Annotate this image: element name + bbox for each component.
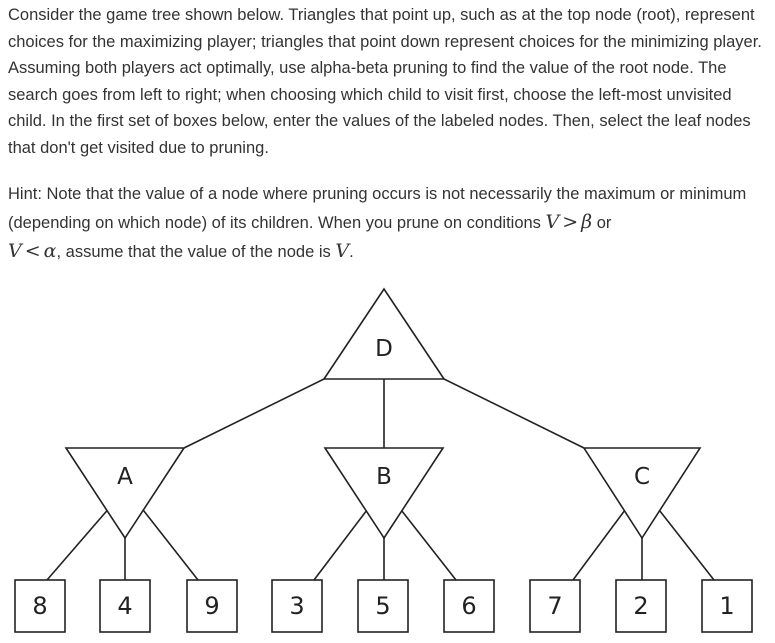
math-gt: > — [562, 211, 579, 233]
edge-a-leaf3 — [140, 506, 198, 580]
edge-d-a — [184, 379, 324, 448]
node-min-c — [584, 448, 700, 538]
hint-part1: Hint: Note that the value of a node where pruning occurs is not necessarily the maximum or minimum (depending on which node) of its children. When you prune on conditions — [8, 185, 747, 232]
math-v2: V — [8, 240, 22, 262]
edge-d-c — [444, 379, 584, 448]
leaf-value-4: 3 — [289, 592, 305, 620]
node-min-a — [66, 448, 184, 538]
label-node-c: C — [633, 464, 651, 490]
edge-c-leaf9 — [656, 506, 714, 580]
edge-b-leaf6 — [398, 506, 456, 580]
label-node-b: B — [376, 464, 392, 490]
leaf-value-1: 8 — [32, 592, 48, 620]
math-lt: < — [24, 240, 41, 262]
math-beta: β — [581, 211, 593, 233]
leaf-value-2: 4 — [117, 592, 133, 620]
label-root: D — [375, 336, 393, 362]
edge-a-leaf1 — [47, 506, 111, 580]
hint-part2: , assume that the value of the node is — [56, 243, 336, 261]
math-alpha: α — [43, 240, 57, 262]
leaf-value-7: 7 — [547, 592, 563, 620]
leaf-value-5: 5 — [375, 592, 391, 620]
hint-or: or — [592, 214, 612, 232]
node-min-b — [325, 448, 443, 538]
edge-b-leaf4 — [314, 506, 370, 580]
leaf-value-9: 1 — [719, 592, 735, 620]
hint-period: . — [349, 243, 354, 261]
node-root-max — [324, 289, 444, 379]
edge-c-leaf7 — [573, 506, 628, 580]
label-node-a: A — [117, 464, 133, 490]
math-v: V — [545, 211, 560, 233]
leaf-value-6: 6 — [461, 592, 477, 620]
problem-statement: Consider the game tree shown below. Triangles that point up, such as at the top node (root), represent choices for the maximizing player; triangles that point down represent choices for the minimizing player. Assuming both players act optimally, use alpha-beta pruning to find the value of the root node. The search goes from left to right; when choosing which child to visit first, choose the left-most unvisited child. In the first set of boxes below, enter the values of the labeled nodes. Then, select the leaf nodes that don't get visited due to pruning. — [8, 6, 762, 157]
math-v3: V — [335, 240, 350, 262]
leaf-value-3: 9 — [204, 592, 220, 620]
leaf-value-8: 2 — [633, 592, 649, 620]
